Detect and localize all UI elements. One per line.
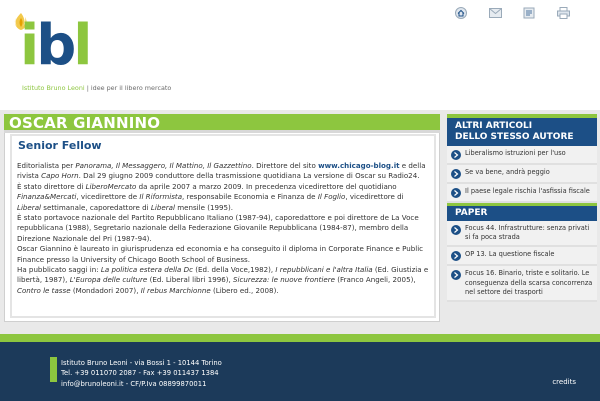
mail-icon[interactable] — [488, 6, 502, 20]
bio-paragraph: È stato portavoce nazionale del Partito Repubblicano Italiano (1987-94), caporedattore e poi direttore de La Voce repubblicana (1988), Segretario nazionale della Federazione Giovanile Repubblicana (1984-87), membro della Direzione Nazionale del Pri (1987-94). — [17, 213, 419, 243]
paper-heading: PAPER — [447, 203, 597, 221]
site-logo[interactable] — [10, 8, 185, 98]
arrow-right-icon — [451, 150, 461, 160]
bio-paragraph: Ha pubblicato saggi in: La politica estera della Dc (Ed. della Voce,1982), I repubblicani e l'altra Italia (Ed. Giustizia e libertà, 1987), L'Europa delle culture (Ed. Liberal libri 1996), Sicurezza: le nuove frontiere (Franco Angeli, 2005), Contro le tasse (Mondadori 2007), Il rebus Marchionne (Libero ed., 2008). — [17, 265, 429, 295]
arrow-right-icon — [451, 251, 461, 261]
role-heading: Senior Fellow — [18, 139, 102, 152]
print-icon[interactable] — [556, 6, 570, 20]
chicago-blog-link[interactable]: www.chicago-blog.it — [318, 161, 400, 170]
home-icon[interactable] — [454, 6, 468, 20]
profile-content — [10, 134, 436, 318]
paper-link[interactable]: Focus 16. Binario, triste e solitario. Le conseguenza della scarsa concorrenza nel settore dei trasporti — [447, 266, 597, 302]
related-articles-heading: ALTRI ARTICOLI DELLO STESSO AUTORE — [447, 114, 597, 146]
related-articles-list — [447, 146, 597, 203]
bio-paragraph: È stato direttore di LiberoMercato da aprile 2007 a marzo 2009. In precedenza vicedirettore del quotidiano Finanza&Mercati, vicedirettore de Il Riformista, responsabile Economia e Finanza de Il Foglio, vicedirettore di Liberal settimanale, caporedattore di Liberal mensile (1995). — [17, 181, 404, 212]
related-article-link[interactable]: Se va bene, andrà peggio — [447, 165, 597, 184]
related-article-link[interactable]: Il paese legale rischia l'asfissia fiscale — [447, 184, 597, 203]
arrow-right-icon — [451, 169, 461, 179]
site-footer — [0, 342, 600, 401]
paper-link[interactable]: OP 13. La questione fiscale — [447, 247, 597, 266]
paper-link[interactable]: Focus 44. Infrastrutture: senza privati si fa poca strada — [447, 221, 597, 247]
footer-accent-bar — [50, 357, 57, 382]
top-toolbar — [454, 6, 570, 20]
name-banner — [4, 114, 440, 133]
bio-paragraph: Editorialista per Panorama, Il Messaggero, Il Mattino, Il Gazzettino. Direttore del sito www.chicago-blog.it e della rivista Capo Horn. Dal 29 giugno 2009 conduttore della trasmissione quotidiana La versione di Oscar su Radio24. — [17, 161, 426, 181]
folder-icon[interactable] — [522, 6, 536, 20]
credits-link[interactable]: credits — [552, 378, 576, 386]
sidebar — [447, 114, 597, 302]
paper-list — [447, 221, 597, 302]
related-article-link[interactable]: Liberalismo istruzioni per l'uso — [447, 146, 597, 165]
site-header — [0, 0, 600, 110]
page-title: OSCAR GIANNINO — [9, 114, 161, 132]
arrow-right-icon — [451, 270, 461, 280]
arrow-right-icon — [451, 188, 461, 198]
biography — [17, 161, 429, 296]
logo-wordmark: ibl — [20, 13, 90, 78]
footer-address: Istituto Bruno Leoni - via Bossi 1 - 10144 Torino Tel. +39 011070 2087 - Fax +39 011437 1384 info@brunoleoni.it - CF/P.Iva 08899870011 — [61, 359, 222, 388]
logo-tagline: Istituto Bruno Leoni | idee per il libero mercato — [22, 84, 172, 92]
arrow-right-icon — [451, 225, 461, 235]
bio-paragraph: Oscar Giannino è laureato in giurisprudenza ed economia e ha conseguito il diploma in Corporate Finance e Public Finance presso la University of Chicago Booth School of Business. — [17, 244, 424, 264]
